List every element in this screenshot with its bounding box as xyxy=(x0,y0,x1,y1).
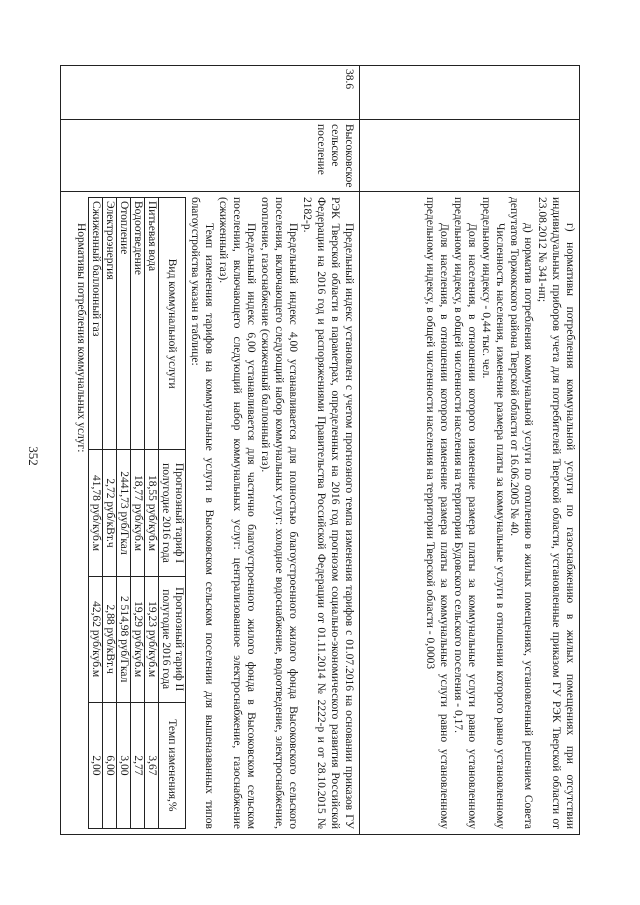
page-number: 352 xyxy=(26,446,41,466)
change-rate: 2,00 xyxy=(89,702,103,828)
paragraph-table-intro: Темп изменения тарифов на коммунальные услуги в Высоковском сельском поселении для вышеназванных типов благоустройства указан в таблице: xyxy=(189,197,215,829)
population-text: Численность населения, изменение размера платы за коммунальные услуги в отношении которого равно установленному предельному индексу - 0,44 тыс. чел. xyxy=(480,197,506,829)
tariff-h1: 18,55 руб/куб.м xyxy=(145,450,159,576)
tariff-table-header xyxy=(159,198,186,829)
header-tariff-h1: Прогнозный тариф I полугодие 2016 года xyxy=(159,450,186,576)
paragraph-norms: Нормативы потребления коммунальных услуг: xyxy=(75,223,87,453)
tariff-h2: 2 514,98 руб/Гкал xyxy=(117,576,131,702)
paragraph-partial-amenities: Предельный индекс 6,00 устанавливается для частично благоустроенного жилого фонда в Высоковском сельском поселении, включающего следующий набор коммунальных услуг: централизованное электроснабжение, газоснабжение (сжиженный газ). xyxy=(217,197,257,829)
tariff-h1: 2,72 руб/кВт.ч xyxy=(103,450,117,576)
continuation-block xyxy=(363,197,577,829)
item-d: д) норматив потребления коммунальной услуги по отоплению в жилых помещениях, установленный решением Совета депутатов Торжокского района Тверской области от 16.06.2005 № 40. xyxy=(508,197,534,829)
item-g: г) нормативы потребления коммунальной услуги по газоснабжению в жилых помещениях при отсутствии индивидуальных приборов учета для потребителей Тверской области, установленные приказом ГУ РЭК Тверской области от 23.08.2012 № 341-нп; xyxy=(536,197,576,829)
change-rate: 3,00 xyxy=(117,702,131,828)
service-name: Электроэнергия xyxy=(103,198,117,450)
tariff-h2: 19,23 руб/куб.м xyxy=(145,576,159,702)
table-row xyxy=(145,198,159,829)
settlement-description xyxy=(62,197,356,829)
rotated-table xyxy=(60,65,580,835)
service-name: Отопление xyxy=(117,198,131,450)
column-divider-2 xyxy=(60,191,580,192)
settlement-name: Высоковское сельское поселение xyxy=(315,124,355,188)
service-name: Водоотведение xyxy=(131,198,145,450)
header-service: Вид коммунальной услуги xyxy=(159,198,186,450)
tariff-h2: 2,88 руб/кВт.ч xyxy=(103,576,117,702)
change-rate: 2,77 xyxy=(131,702,145,828)
table-row xyxy=(89,198,103,829)
tariff-table xyxy=(88,197,186,829)
tariff-h1: 41,78 руб/куб.м xyxy=(89,450,103,576)
table-row xyxy=(117,198,131,829)
service-name: Сжиженный баллонный газ xyxy=(89,198,103,450)
header-change-rate: Темп изменения,% xyxy=(159,702,186,828)
table-row xyxy=(131,198,145,829)
change-rate: 6,00 xyxy=(103,702,117,828)
change-rate: 3,67 xyxy=(145,702,159,828)
paragraph-full-amenities: Предельный индекс 4,00 устанавливается для полностью благоустроенного жилого фонда Высоковского сельского поселения, включающего следующий набор коммунальных услуг: холодное водоснабжение, водоотведение, электроснабжение, отопление, газоснабжение (сжиженный баллонный газ). xyxy=(259,197,299,829)
service-name: Питьевая вода xyxy=(145,198,159,450)
row-number: 38.6 xyxy=(343,69,355,90)
share-region-text: Доля населения, в отношении которого изменение размера платы за коммунальные услуги равно установленному предельному индексу, в общей численности населения на территории Тверской области - 0,0003 xyxy=(424,197,450,829)
tariff-h1: 2441,73 руб/Гкал xyxy=(117,450,131,576)
tariff-h2: 19,29 руб/куб.м xyxy=(131,576,145,702)
share-settlement-text: Доля населения, в отношении которого изменение размера платы за коммунальные услуги равно установленному предельному индексу, в общей численности населения на территории Будовского сельского поселения - 0,17. xyxy=(452,197,478,829)
table-row xyxy=(103,198,117,829)
tariff-h2: 42,62 руб/куб.м xyxy=(89,576,103,702)
column-divider-1 xyxy=(60,119,580,120)
document-frame xyxy=(60,65,580,835)
row-divider xyxy=(359,65,360,835)
tariff-h1: 18,77 руб/куб.м xyxy=(131,450,145,576)
header-tariff-h2: Прогнозный тариф II полугодие 2016 года xyxy=(159,576,186,702)
paragraph-basis: Предельный индекс установлен с учетом прогнозного темпа изменения тарифов с 01.07.2016 на основании приказов ГУ РЭК Тверской области в параметрах, определенных на 2016 год прогнозом социально-экономического развития Российской Федерации на 2016 год и распоряжениями Правительства Российской Федерации от 01.11.2014 № 2222-р и от 28.10.2015 № 2182-р. xyxy=(301,197,355,829)
